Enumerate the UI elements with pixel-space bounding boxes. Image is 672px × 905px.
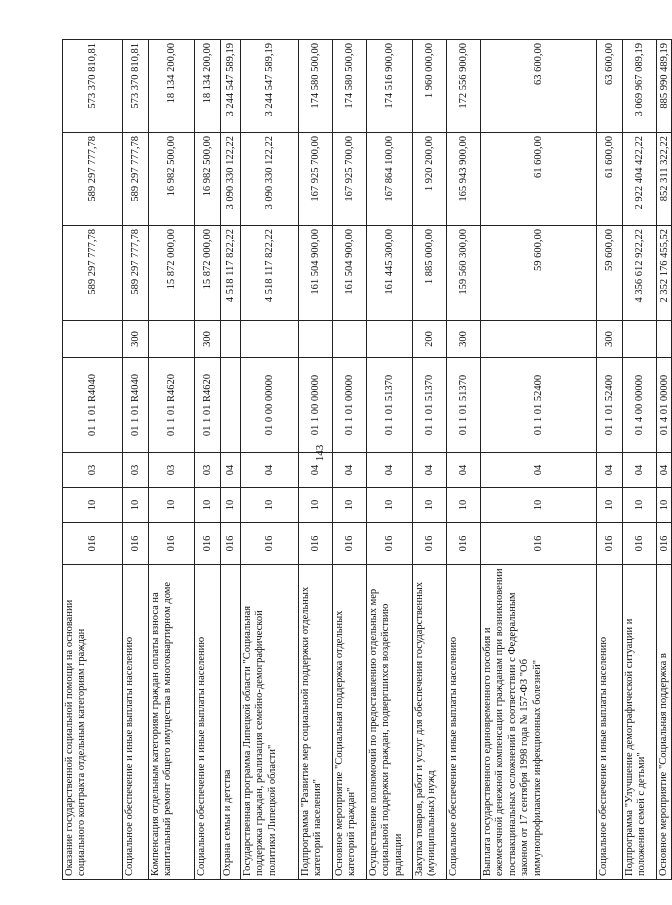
- cell-amount-year-2: 2 922 404 422,22: [623, 133, 657, 226]
- cell-target-article: 01 1 00 00000: [299, 358, 333, 453]
- cell-amount-year-2: 589 297 777,78: [123, 133, 149, 226]
- table-row: [333, 40, 367, 880]
- cell-amount-year-1: 589 297 777,78: [63, 226, 123, 321]
- cell-amount-year-1: 4 356 612 922,22: [623, 226, 657, 321]
- cell-section: 10: [597, 488, 623, 523]
- cell-ministry-code: 016: [481, 523, 597, 565]
- row-name: Охрана семьи и детства: [221, 565, 241, 880]
- cell-section: 10: [63, 488, 123, 523]
- cell-amount-year-3: 174 516 900,00: [367, 40, 413, 133]
- cell-target-article: 01 4 01 00000: [657, 358, 672, 453]
- table-row: [481, 40, 597, 880]
- cell-section: 10: [333, 488, 367, 523]
- table-row: [657, 40, 672, 880]
- cell-subsection: 03: [123, 453, 149, 488]
- cell-section: 10: [481, 488, 597, 523]
- cell-expense-type: [481, 321, 597, 358]
- cell-section: 10: [195, 488, 221, 523]
- table-row: [413, 40, 447, 880]
- cell-subsection: 03: [195, 453, 221, 488]
- cell-expense-type: [221, 321, 241, 358]
- rotated-table-frame: [62, 40, 670, 880]
- cell-amount-year-2: 852 311 322,22: [657, 133, 672, 226]
- cell-amount-year-2: 167 925 700,00: [299, 133, 333, 226]
- cell-section: 10: [657, 488, 672, 523]
- cell-ministry-code: 016: [413, 523, 447, 565]
- cell-amount-year-3: 3 244 547 589,19: [241, 40, 299, 133]
- cell-amount-year-3: 174 580 500,00: [299, 40, 333, 133]
- cell-target-article: 01 1 01 52400: [481, 358, 597, 453]
- cell-amount-year-1: 4 518 117 822,22: [241, 226, 299, 321]
- cell-amount-year-3: 3 244 547 589,19: [221, 40, 241, 133]
- table-row: [123, 40, 149, 880]
- cell-section: 10: [299, 488, 333, 523]
- cell-amount-year-1: 589 297 777,78: [123, 226, 149, 321]
- cell-amount-year-1: 159 560 300,00: [447, 226, 481, 321]
- cell-amount-year-1: 161 445 300,00: [367, 226, 413, 321]
- cell-amount-year-3: 174 580 500,00: [333, 40, 367, 133]
- table-row: [299, 40, 333, 880]
- cell-expense-type: 300: [195, 321, 221, 358]
- table-row: [149, 40, 195, 880]
- cell-section: 10: [413, 488, 447, 523]
- cell-ministry-code: 016: [149, 523, 195, 565]
- cell-amount-year-3: 18 134 200,00: [195, 40, 221, 133]
- cell-section: 10: [149, 488, 195, 523]
- row-name: Основное мероприятие "Социальная поддержка отдельных категорий граждан": [333, 565, 367, 880]
- cell-subsection: 04: [241, 453, 299, 488]
- cell-amount-year-3: 885 990 489,19: [657, 40, 672, 133]
- cell-amount-year-3: 573 370 810,81: [123, 40, 149, 133]
- cell-expense-type: 300: [597, 321, 623, 358]
- cell-amount-year-1: 15 872 000,00: [149, 226, 195, 321]
- budget-table: [62, 39, 672, 880]
- table-row: [623, 40, 657, 880]
- cell-ministry-code: 016: [221, 523, 241, 565]
- cell-expense-type: 300: [123, 321, 149, 358]
- cell-ministry-code: 016: [447, 523, 481, 565]
- cell-subsection: 04: [221, 453, 241, 488]
- cell-subsection: 04: [299, 453, 333, 488]
- cell-amount-year-1: 59 600,00: [481, 226, 597, 321]
- cell-subsection: 04: [597, 453, 623, 488]
- cell-amount-year-2: 167 864 100,00: [367, 133, 413, 226]
- cell-amount-year-1: 15 872 000,00: [195, 226, 221, 321]
- cell-amount-year-3: 63 600,00: [481, 40, 597, 133]
- row-name: Основное мероприятие "Социальная поддержка в: [657, 565, 672, 880]
- row-name: Социальное обеспечение и иные выплаты населению: [123, 565, 149, 880]
- cell-section: 10: [447, 488, 481, 523]
- table-row: [367, 40, 413, 880]
- cell-ministry-code: 016: [597, 523, 623, 565]
- cell-ministry-code: 016: [367, 523, 413, 565]
- cell-target-article: 01 1 01 51370: [367, 358, 413, 453]
- row-name: Подпрограмма "Развитие мер социальной поддержки отдельных категорий населения": [299, 565, 333, 880]
- cell-amount-year-1: 1 885 000,00: [413, 226, 447, 321]
- page-number: 143: [314, 444, 326, 462]
- cell-target-article: 01 1 01 51370: [413, 358, 447, 453]
- cell-expense-type: [367, 321, 413, 358]
- cell-expense-type: [241, 321, 299, 358]
- cell-section: 10: [367, 488, 413, 523]
- row-name: Государственная программа Липецкой области "Социальная поддержка граждан, реализация семейно-демографической политики Липецкой области": [241, 565, 299, 880]
- cell-subsection: 04: [367, 453, 413, 488]
- cell-amount-year-2: 61 600,00: [597, 133, 623, 226]
- cell-amount-year-2: 1 920 200,00: [413, 133, 447, 226]
- cell-subsection: 04: [623, 453, 657, 488]
- table-row: [241, 40, 299, 880]
- cell-target-article: 01 1 01 R4040: [63, 358, 123, 453]
- table-row: [63, 40, 123, 880]
- cell-section: 10: [123, 488, 149, 523]
- row-name: Закупка товаров, работ и услуг для обеспечения государственных (муниципальных) нужд: [413, 565, 447, 880]
- table-body: [63, 40, 672, 880]
- cell-amount-year-2: 16 982 500,00: [149, 133, 195, 226]
- row-name: Компенсация отдельным категориям граждан оплаты взноса на капитальный ремонт общего имущества в многоквартирном доме: [149, 565, 195, 880]
- cell-section: 10: [241, 488, 299, 523]
- cell-amount-year-1: 4 518 117 822,22: [221, 226, 241, 321]
- cell-amount-year-2: 589 297 777,78: [63, 133, 123, 226]
- cell-amount-year-2: 3 090 330 122,22: [221, 133, 241, 226]
- cell-amount-year-2: 3 090 330 122,22: [241, 133, 299, 226]
- cell-ministry-code: 016: [63, 523, 123, 565]
- row-name: Оказание государственной социальной помощи на основании социального контракта отдельным категориям граждан: [63, 565, 123, 880]
- cell-target-article: 01 0 00 00000: [241, 358, 299, 453]
- cell-expense-type: 300: [447, 321, 481, 358]
- cell-ministry-code: 016: [657, 523, 672, 565]
- cell-amount-year-3: 172 556 900,00: [447, 40, 481, 133]
- cell-amount-year-2: 165 943 900,00: [447, 133, 481, 226]
- cell-subsection: 04: [413, 453, 447, 488]
- cell-amount-year-3: 573 370 810,81: [63, 40, 123, 133]
- table-row: [195, 40, 221, 880]
- cell-ministry-code: 016: [299, 523, 333, 565]
- row-name: Осуществление полномочий по предоставлению отдельных мер социальной поддержки граждан, подвергшихся воздействию радиации: [367, 565, 413, 880]
- cell-amount-year-2: 61 600,00: [481, 133, 597, 226]
- cell-subsection: 04: [447, 453, 481, 488]
- cell-ministry-code: 016: [123, 523, 149, 565]
- cell-subsection: 03: [63, 453, 123, 488]
- cell-amount-year-1: 2 352 176 455,52: [657, 226, 672, 321]
- table-row: [597, 40, 623, 880]
- cell-target-article: 01 1 01 00000: [333, 358, 367, 453]
- cell-ministry-code: 016: [195, 523, 221, 565]
- cell-ministry-code: 016: [333, 523, 367, 565]
- cell-expense-type: [657, 321, 672, 358]
- cell-expense-type: [333, 321, 367, 358]
- cell-expense-type: [63, 321, 123, 358]
- cell-target-article: [221, 358, 241, 453]
- cell-subsection: 03: [149, 453, 195, 488]
- cell-section: 10: [623, 488, 657, 523]
- row-name: Социальное обеспечение и иные выплаты населению: [447, 565, 481, 880]
- row-name: Выплата государственного единовременного пособия и ежемесячной денежной компенсации гражданам при возникновении поствакцинальных осложнений в соответствии с Федеральным законом от 17 сентября 1998 года № 157-ФЗ "Об иммунопрофилактике инфекционных болезней": [481, 565, 597, 880]
- cell-target-article: 01 1 01 R4620: [149, 358, 195, 453]
- cell-subsection: 04: [657, 453, 672, 488]
- table-row: [447, 40, 481, 880]
- cell-amount-year-3: 3 069 967 089,19: [623, 40, 657, 133]
- cell-ministry-code: 016: [623, 523, 657, 565]
- cell-amount-year-1: 161 504 900,00: [299, 226, 333, 321]
- cell-amount-year-1: 161 504 900,00: [333, 226, 367, 321]
- cell-section: 10: [221, 488, 241, 523]
- cell-target-article: 01 1 01 R4620: [195, 358, 221, 453]
- budget-table-container: [62, 40, 670, 880]
- row-name: Социальное обеспечение и иные выплаты населению: [597, 565, 623, 880]
- cell-expense-type: 200: [413, 321, 447, 358]
- cell-amount-year-2: 167 925 700,00: [333, 133, 367, 226]
- cell-target-article: 01 1 01 R4040: [123, 358, 149, 453]
- row-name: Подпрограмма "Улучшение демографической ситуации и положения семей с детьми": [623, 565, 657, 880]
- cell-subsection: 04: [481, 453, 597, 488]
- cell-target-article: 01 4 00 00000: [623, 358, 657, 453]
- cell-expense-type: [299, 321, 333, 358]
- cell-ministry-code: 016: [241, 523, 299, 565]
- table-row: [221, 40, 241, 880]
- row-name: Социальное обеспечение и иные выплаты населению: [195, 565, 221, 880]
- cell-amount-year-3: 63 600,00: [597, 40, 623, 133]
- cell-expense-type: [149, 321, 195, 358]
- cell-target-article: 01 1 01 51370: [447, 358, 481, 453]
- cell-amount-year-2: 16 982 500,00: [195, 133, 221, 226]
- cell-target-article: 01 1 01 52400: [597, 358, 623, 453]
- cell-amount-year-3: 1 960 000,00: [413, 40, 447, 133]
- cell-expense-type: [623, 321, 657, 358]
- cell-subsection: 04: [333, 453, 367, 488]
- cell-amount-year-3: 18 134 200,00: [149, 40, 195, 133]
- cell-amount-year-1: 59 600,00: [597, 226, 623, 321]
